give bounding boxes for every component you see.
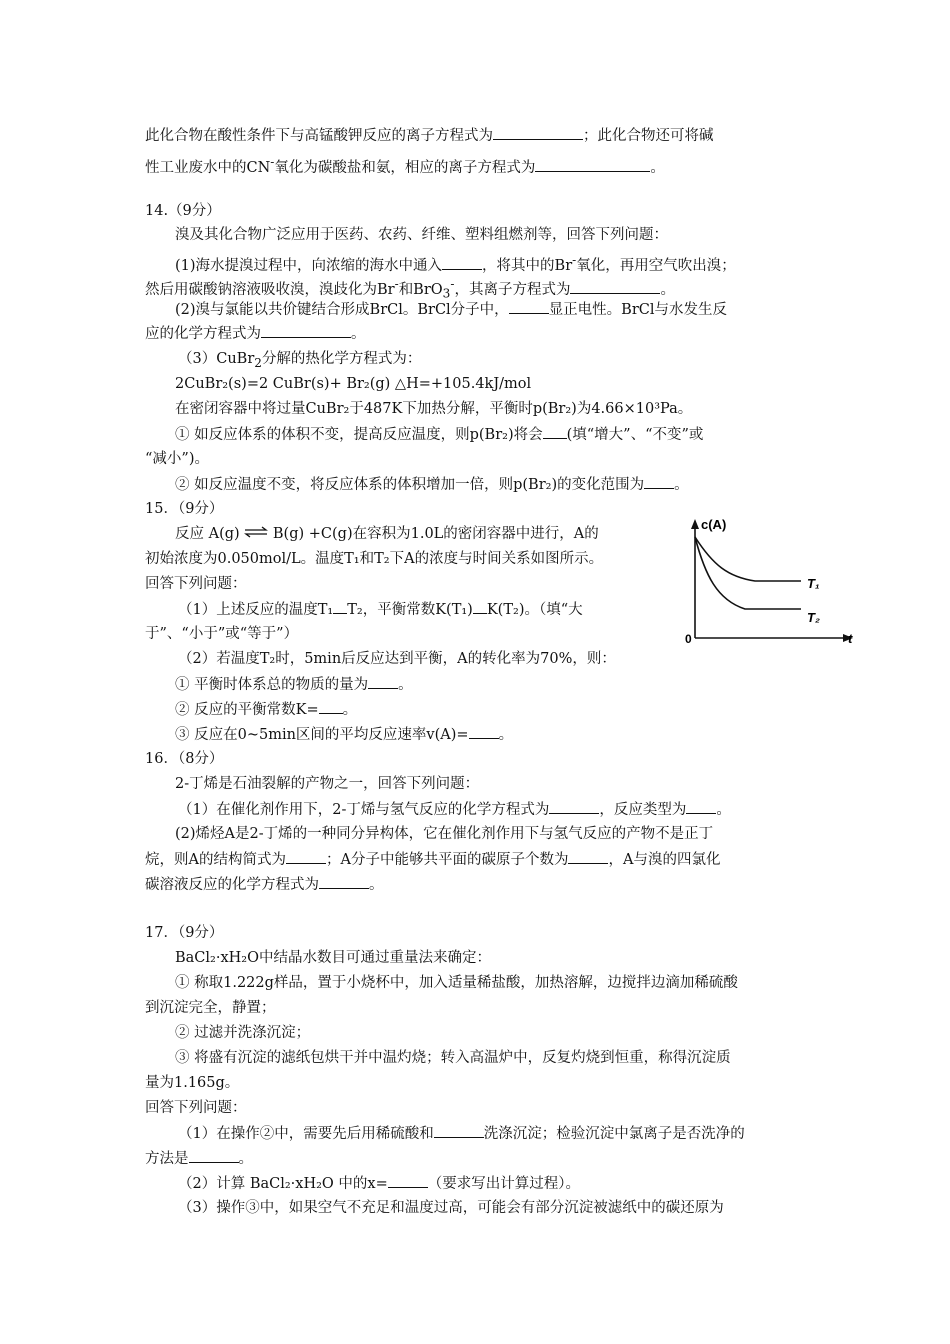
concentration-time-graph bbox=[683, 515, 863, 650]
text: 。 bbox=[342, 702, 358, 718]
text-line bbox=[175, 723, 513, 745]
subscript: 3 bbox=[442, 286, 451, 301]
text-line: ③ 将盛有沉淀的滤纸包烘干并中温灼烧；转入高温炉中，反复灼烧到恒重，称得沉淀质 bbox=[175, 1050, 731, 1066]
text-line: 溴及其化合物广泛应用于医药、农药、纤维、塑料组燃剂等，回答下列问题： bbox=[175, 227, 668, 243]
y-axis-label: c(A) bbox=[701, 517, 727, 532]
t1-label: T₁ bbox=[807, 576, 820, 591]
text: （1）在催化剂作用下，2-丁烯与氢气反应的化学方程式为 bbox=[178, 802, 550, 818]
text-line bbox=[145, 151, 665, 176]
text: 分解的热化学方程式为： bbox=[261, 351, 422, 367]
text: 氧化，再用空气吹出溴； bbox=[576, 257, 736, 274]
text-line: （3）操作③中，如果空气不充足和温度过高，可能会有部分沉淀被滤纸中的碳还原为 bbox=[178, 1200, 724, 1216]
text: 。 bbox=[674, 477, 689, 493]
answer-blank bbox=[434, 1122, 484, 1138]
answer-blank bbox=[319, 698, 343, 714]
text-line bbox=[145, 273, 675, 301]
superscript: - bbox=[450, 277, 455, 291]
text: ，A与溴的四氯化 bbox=[608, 852, 721, 868]
text-line bbox=[175, 298, 727, 320]
text-line: 于”、“小于”或“等于”） bbox=[145, 626, 299, 642]
question-number: 17．（9分） bbox=[145, 925, 224, 941]
answer-blank bbox=[286, 848, 326, 864]
text-line: 在密闭容器中将过量CuBr₂于487K下加热分解，平衡时p(Br₂)为4.66×10³Pa。 bbox=[175, 401, 693, 417]
text-line: “减小”)。 bbox=[145, 451, 209, 467]
text-line: ① 称取1.222g样品，置于小烧杯中，加入适量稀盐酸，加热溶解，边搅拌边滴加稀硫酸 bbox=[175, 975, 738, 991]
text: （要求写出计算过程）。 bbox=[427, 1176, 580, 1192]
text-line bbox=[178, 1172, 580, 1194]
answer-blank bbox=[189, 1147, 239, 1163]
text-line: BaCl₂·xH₂O中结晶水数目可通过重量法来确定： bbox=[175, 950, 491, 966]
text-line: (2)烯烃A是2-丁烯的一种同分异构体，它在催化剂作用下与氢气反应的产物不是正丁 bbox=[175, 826, 714, 842]
answer-blank bbox=[535, 156, 650, 172]
text: T₂，平衡常数K(T₁) bbox=[347, 602, 473, 618]
answer-blank bbox=[442, 254, 482, 270]
text: 然后用碳酸钠溶液吸收溴，溴歧化为Br bbox=[145, 281, 395, 298]
text: 和BrO bbox=[398, 281, 443, 298]
text: 反应 A(g) bbox=[175, 526, 240, 542]
text: ② 反应的平衡常数K= bbox=[175, 702, 319, 718]
text-line bbox=[145, 873, 384, 895]
equilibrium-arrow-icon bbox=[244, 526, 268, 538]
text: 洗涤沉淀；检验沉淀中氯离子是否洗净的 bbox=[483, 1126, 745, 1142]
text: ，将其中的Br bbox=[482, 257, 573, 274]
x-axis-label: t bbox=[848, 631, 853, 646]
text: 。 bbox=[351, 326, 366, 342]
text-line bbox=[175, 423, 703, 445]
text-line: 量为1.165g。 bbox=[145, 1075, 240, 1091]
curve-t2 bbox=[695, 537, 801, 609]
answer-blank bbox=[509, 298, 549, 314]
text-line: ② 过滤并洗涤沉淀； bbox=[175, 1025, 311, 1041]
text-line: 回答下列问题： bbox=[145, 576, 247, 592]
text: B(g) +C(g)在容积为1.0L的密闭容器中进行，A的 bbox=[272, 526, 599, 542]
answer-blank bbox=[319, 873, 369, 889]
text: ；此化合物还可将碱 bbox=[583, 128, 714, 144]
text: 碳溶液反应的化学方程式为 bbox=[145, 877, 319, 893]
text: ；A分子中能够共平面的碳原子个数为 bbox=[325, 852, 569, 868]
text: 烷，则A的结构简式为 bbox=[145, 852, 286, 868]
equation: 2CuBr₂(s)=2 CuBr(s)+ Br₂(g) △H=+105.4kJ/mol bbox=[175, 376, 532, 392]
curve-t1 bbox=[695, 537, 801, 581]
question-number: 15．（9分） bbox=[145, 501, 224, 517]
answer-blank bbox=[686, 798, 716, 814]
question-number: 16．（8分） bbox=[145, 751, 224, 767]
text: 。 bbox=[716, 802, 731, 818]
text-line bbox=[175, 249, 736, 274]
text-line: 初始浓度为0.050mol/L。温度T₁和T₂下A的浓度与时间关系如图所示。 bbox=[145, 551, 604, 567]
text-line bbox=[178, 598, 583, 620]
text: 。 bbox=[369, 877, 384, 893]
question-number: 14.（9分） bbox=[145, 203, 221, 219]
text: (2)溴与氯能以共价键结合形成BrCl。BrCl分子中， bbox=[175, 302, 509, 318]
y-axis-arrow-icon bbox=[691, 519, 699, 529]
text-line bbox=[175, 523, 599, 545]
text-line bbox=[175, 698, 357, 720]
text: (填“增大”、“不变”或 bbox=[566, 427, 704, 443]
text-line: 2-丁烯是石油裂解的产物之一，回答下列问题： bbox=[175, 776, 480, 792]
text: （1）在操作②中，需要先后用稀硫酸和 bbox=[178, 1126, 434, 1142]
text: 。 bbox=[238, 1151, 253, 1167]
text: (1)海水提溴过程中，向浓缩的海水中通入 bbox=[175, 257, 443, 274]
text: （1）上述反应的温度T₁ bbox=[178, 602, 334, 618]
answer-blank bbox=[469, 723, 499, 739]
answer-blank bbox=[568, 848, 608, 864]
text: 显正电性。BrCl与水发生反 bbox=[548, 302, 728, 318]
text: 氧化为碳酸盐和氨，相应的离子方程式为 bbox=[274, 159, 536, 176]
text: 应的化学方程式为 bbox=[145, 326, 261, 342]
text: K(T₂)。（填“大 bbox=[486, 602, 583, 618]
answer-blank bbox=[368, 673, 398, 689]
text: 。 bbox=[498, 727, 514, 743]
text-line bbox=[145, 848, 720, 870]
text-line bbox=[175, 473, 689, 495]
text-line bbox=[178, 1122, 745, 1144]
t2-label: T₂ bbox=[807, 610, 820, 625]
superscript: - bbox=[394, 277, 399, 291]
text-line: 到沉淀完全，静置； bbox=[145, 1000, 276, 1016]
text: 。 bbox=[650, 159, 665, 176]
text: 此化合物在酸性条件下与高锰酸钾反应的离子方程式为 bbox=[145, 128, 493, 144]
text: ① 平衡时体系总的物质的量为 bbox=[175, 677, 369, 693]
text: 。 bbox=[398, 677, 413, 693]
superscript: - bbox=[270, 155, 275, 169]
text: 方法是 bbox=[145, 1151, 189, 1167]
text-line bbox=[145, 322, 366, 344]
text-line: 回答下列问题： bbox=[145, 1100, 247, 1116]
text-line: （2）若温度T₂时，5min后反应达到平衡，A的转化率为70%，则： bbox=[178, 651, 616, 667]
text: 性工业废水中的CN bbox=[145, 159, 271, 176]
text: ，反应类型为 bbox=[599, 802, 687, 818]
answer-blank bbox=[333, 598, 347, 614]
text: ② 如反应温度不变，将反应体系的体积增加一倍，则p(Br₂)的变化范围为 bbox=[175, 477, 645, 493]
text: ，其离子方程式为 bbox=[454, 281, 571, 298]
text: ① 如反应体系的体积不变，提高反应温度，则p(Br₂)将会 bbox=[175, 427, 543, 443]
answer-blank bbox=[543, 423, 567, 439]
text-line bbox=[178, 348, 421, 370]
text-line bbox=[145, 1147, 253, 1169]
answer-blank bbox=[473, 598, 487, 614]
subscript: 2 bbox=[254, 355, 262, 370]
answer-blank bbox=[549, 798, 599, 814]
text: 。 bbox=[660, 281, 675, 298]
origin-label: 0 bbox=[685, 632, 692, 646]
answer-blank bbox=[261, 322, 351, 338]
text-line bbox=[145, 124, 714, 146]
answer-blank bbox=[388, 1172, 428, 1188]
superscript: - bbox=[572, 253, 577, 267]
text: （3）CuBr bbox=[178, 351, 255, 367]
answer-blank bbox=[570, 278, 660, 294]
answer-blank bbox=[644, 473, 674, 489]
text: ③ 反应在0~5min区间的平均反应速率v(A)= bbox=[175, 727, 469, 743]
text-line bbox=[178, 798, 731, 820]
answer-blank bbox=[493, 124, 583, 140]
text-line bbox=[175, 673, 413, 695]
text: （2）计算 BaCl₂·xH₂O 中的x= bbox=[178, 1176, 388, 1192]
